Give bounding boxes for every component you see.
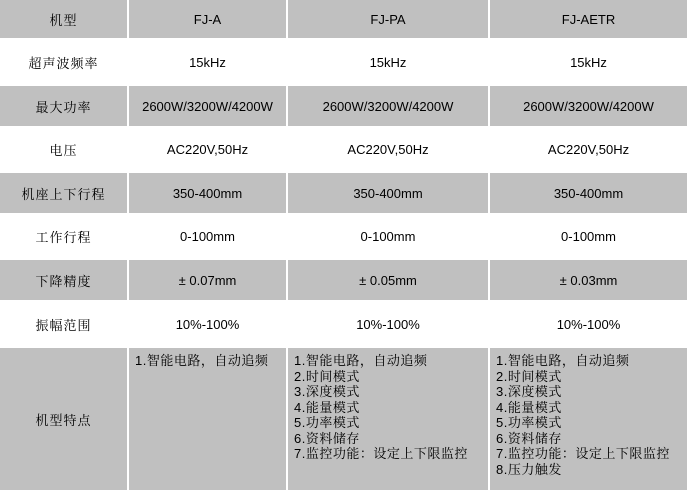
cell-value: ± 0.03mm — [490, 260, 687, 300]
cell-value: 10%-100% — [288, 300, 490, 348]
feature-line: 8.压力触发 — [496, 461, 562, 477]
feature-line: 6.资料储存 — [294, 430, 360, 446]
feature-line: 4.能量模式 — [496, 399, 562, 415]
cell-value: 2600W/3200W/4200W — [288, 86, 490, 126]
row-label: 下降精度 — [0, 260, 129, 300]
feature-line: 1.智能电路，自动追频 — [496, 353, 630, 368]
table-row-descent-precision — [0, 260, 687, 300]
feature-line: 1.智能电路，自动追频 — [294, 353, 428, 368]
row-label: 工作行程 — [0, 213, 129, 260]
feature-line: 7.监控功能：设定上下限监控 — [496, 446, 670, 461]
row-label: 机型特点 — [0, 348, 129, 490]
cell-value: 0-100mm — [490, 213, 687, 260]
table-row-amplitude-range — [0, 300, 687, 348]
cell-value: AC220V,50Hz — [288, 126, 490, 173]
cell-value: 15kHz — [129, 38, 288, 86]
row-label: 振幅范围 — [0, 300, 129, 348]
feature-line: 5.功率模式 — [496, 415, 562, 430]
table-row-frequency — [0, 38, 687, 86]
cell-value: 2600W/3200W/4200W — [129, 86, 288, 126]
table-row-model-features — [0, 348, 687, 490]
row-label: 电压 — [0, 126, 129, 173]
cell-value: AC220V,50Hz — [129, 126, 288, 173]
feature-line: 3.深度模式 — [496, 384, 562, 399]
table-row-base-travel — [0, 173, 687, 213]
cell-value: 10%-100% — [129, 300, 288, 348]
feature-line: 1.智能电路，自动追频 — [135, 353, 269, 368]
column-header-fj-aetr: FJ-AETR — [490, 0, 687, 38]
feature-line: 7.监控功能：设定上下限监控 — [294, 446, 468, 461]
cell-value: 15kHz — [490, 38, 687, 86]
features-cell-fj-a — [129, 348, 288, 490]
cell-value: 350-400mm — [129, 173, 288, 213]
cell-value: AC220V,50Hz — [490, 126, 687, 173]
feature-line: 6.资料储存 — [496, 430, 562, 446]
row-label: 超声波频率 — [0, 38, 129, 86]
features-cell-fj-pa — [288, 348, 490, 490]
header-row — [0, 0, 687, 38]
table-row-work-travel — [0, 213, 687, 260]
feature-line: 2.时间模式 — [496, 368, 562, 384]
cell-value: 0-100mm — [288, 213, 490, 260]
feature-line: 4.能量模式 — [294, 399, 360, 415]
row-label: 最大功率 — [0, 86, 129, 126]
cell-value: ± 0.07mm — [129, 260, 288, 300]
column-header-fj-pa: FJ-PA — [288, 0, 490, 38]
cell-value: 350-400mm — [490, 173, 687, 213]
cell-value: 350-400mm — [288, 173, 490, 213]
features-cell-fj-aetr — [490, 348, 687, 490]
cell-value: ± 0.05mm — [288, 260, 490, 300]
cell-value: 10%-100% — [490, 300, 687, 348]
cell-value: 15kHz — [288, 38, 490, 86]
row-label: 机座上下行程 — [0, 173, 129, 213]
column-header-fj-a: FJ-A — [129, 0, 288, 38]
header-row-label: 机型 — [0, 0, 129, 38]
feature-line: 2.时间模式 — [294, 368, 360, 384]
feature-line: 3.深度模式 — [294, 384, 360, 399]
table-row-max-power — [0, 86, 687, 126]
cell-value: 0-100mm — [129, 213, 288, 260]
feature-line: 5.功率模式 — [294, 415, 360, 430]
cell-value: 2600W/3200W/4200W — [490, 86, 687, 126]
table-row-voltage — [0, 126, 687, 173]
